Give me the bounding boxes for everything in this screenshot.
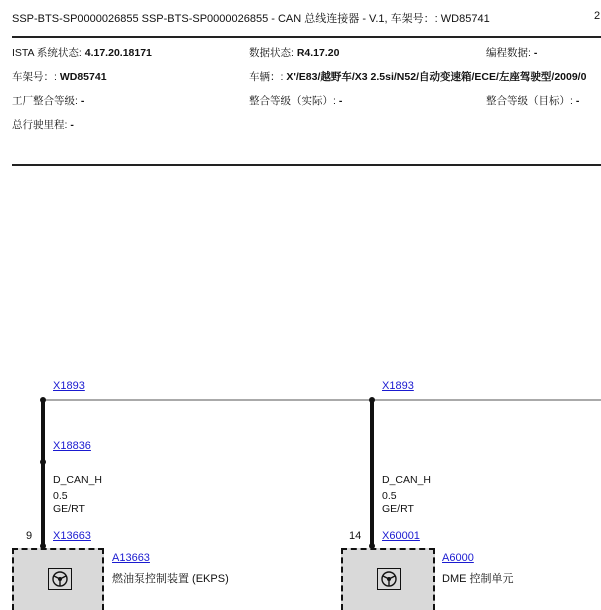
data-status: 数据状态: R4.17.20	[249, 47, 340, 59]
component-ekps	[12, 548, 104, 610]
actual-integration-level: 整合等级（实际）: -	[249, 95, 343, 107]
connector-link-x13663[interactable]: X13663	[53, 530, 91, 542]
vin-field: 车架号：: WD85741	[12, 71, 107, 83]
node-right-top	[369, 397, 375, 403]
connector-link-x60001[interactable]: X60001	[382, 530, 420, 542]
total-mileage: 总行驶里程: -	[12, 119, 74, 131]
steering-wheel-icon	[377, 568, 401, 590]
steering-wheel-icon	[48, 568, 72, 590]
document-title: SSP-BTS-SP0000026855 SSP-BTS-SP0000026855 - CAN 总线连接器 - V.1, 车架号：: WD85741	[12, 13, 490, 25]
component-link-a6000[interactable]: A6000	[442, 552, 474, 564]
wire-color-left: GE/RT	[53, 503, 85, 515]
pin-number-left: 9	[26, 530, 33, 542]
programming-data: 编程数据: -	[486, 47, 538, 59]
component-name-ekps: 燃油泵控制装置 (EKPS)	[112, 573, 229, 585]
factory-integration-level: 工厂整合等级: -	[12, 95, 85, 107]
node-left-top	[40, 397, 46, 403]
wire-signal-right: D_CAN_H	[382, 474, 432, 486]
wire-size-left: 0.5	[53, 490, 68, 502]
wire-info-left	[53, 474, 102, 516]
component-dme	[341, 548, 435, 610]
connector-link-x1893-right[interactable]: X1893	[382, 380, 414, 392]
target-integration-level: 整合等级（目标）: -	[486, 95, 580, 107]
node-left-mid	[40, 459, 46, 465]
vehicle-field: 车辆：: X'/E83/越野车/X3 2.5si/N52/自动变速箱/ECE/左座驾驶型/2009/0	[249, 71, 587, 83]
connector-link-x18836[interactable]: X18836	[53, 440, 91, 452]
wire-size-right: 0.5	[382, 490, 397, 502]
wire-signal-left: D_CAN_H	[53, 474, 103, 486]
connector-link-x1893-left[interactable]: X1893	[53, 380, 85, 392]
pin-number-right: 14	[349, 530, 362, 542]
page-number: 2	[594, 10, 601, 22]
ista-status: ISTA 系统状态: 4.17.20.18171	[12, 47, 152, 59]
component-link-a13663[interactable]: A13663	[112, 552, 150, 564]
wire-info-right	[382, 474, 431, 516]
wire-color-right: GE/RT	[382, 503, 414, 515]
component-name-dme: DME 控制单元	[442, 573, 514, 585]
